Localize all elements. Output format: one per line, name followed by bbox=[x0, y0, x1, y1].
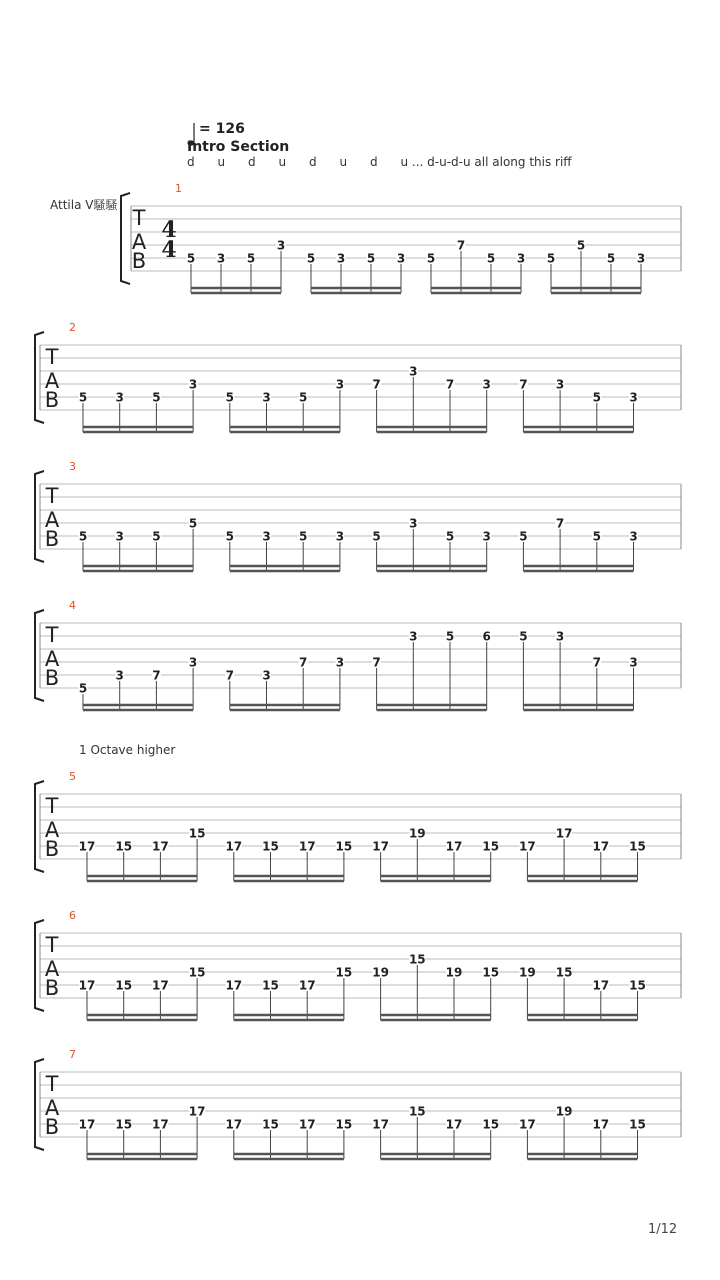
fret-number: 15 bbox=[555, 965, 573, 980]
measure-number: 1 bbox=[175, 182, 182, 195]
fret-number: 17 bbox=[225, 978, 243, 993]
fret-number: 5 bbox=[576, 238, 586, 253]
fret-number: 3 bbox=[188, 377, 198, 392]
fret-number: 5 bbox=[186, 251, 196, 266]
fret-number: 3 bbox=[629, 655, 638, 670]
fret-number: 3 bbox=[335, 377, 345, 392]
fret-number: 7 bbox=[456, 238, 466, 253]
fret-number: 3 bbox=[482, 377, 491, 392]
fret-number: 7 bbox=[225, 668, 234, 683]
time-signature-top: 4 bbox=[161, 217, 177, 243]
fret-number: 6 bbox=[482, 629, 491, 644]
fret-number: 15 bbox=[262, 978, 279, 993]
fret-number: 3 bbox=[115, 390, 124, 405]
fret-number: 5 bbox=[299, 390, 308, 405]
tab-clef-letter: B bbox=[44, 388, 60, 412]
fret-number: 5 bbox=[306, 251, 316, 266]
fret-number: 5 bbox=[366, 251, 376, 266]
measure-number: 5 bbox=[69, 770, 76, 783]
fret-number: 15 bbox=[262, 839, 279, 854]
fret-number: 5 bbox=[246, 251, 256, 266]
fret-number: 3 bbox=[409, 629, 418, 644]
system-bracket bbox=[121, 193, 130, 284]
fret-number: 17 bbox=[445, 1117, 463, 1132]
tab-system bbox=[35, 599, 681, 710]
tab-clef-letter: B bbox=[44, 837, 60, 861]
tempo-marking: = 126 bbox=[199, 121, 245, 137]
fret-number: 17 bbox=[152, 978, 169, 993]
section-title: Intro Section bbox=[187, 139, 290, 155]
fret-number: 17 bbox=[298, 839, 316, 854]
fret-number: 7 bbox=[372, 377, 381, 392]
page-number: 1/12 bbox=[648, 1222, 678, 1237]
tab-system bbox=[35, 909, 681, 1020]
fret-number: 15 bbox=[335, 1117, 353, 1132]
fret-number: 15 bbox=[482, 839, 500, 854]
fret-number: 5 bbox=[426, 251, 436, 266]
fret-number: 3 bbox=[115, 529, 124, 544]
fret-number: 5 bbox=[152, 390, 161, 405]
fret-number: 3 bbox=[262, 668, 271, 683]
fret-number: 5 bbox=[225, 390, 234, 405]
fret-number: 3 bbox=[262, 390, 271, 405]
tab-clef-letter: B bbox=[44, 976, 60, 1000]
fret-number: 3 bbox=[335, 529, 345, 544]
fret-number: 17 bbox=[152, 839, 169, 854]
tab-clef-letter: A bbox=[44, 508, 60, 532]
tab-clef-letter: B bbox=[44, 527, 60, 551]
fret-number: 5 bbox=[225, 529, 234, 544]
tab-clef-letter: A bbox=[44, 1096, 60, 1120]
fret-number: 15 bbox=[115, 839, 133, 854]
tab-clef-letter: T bbox=[132, 206, 146, 230]
fret-number: 7 bbox=[152, 668, 161, 683]
fret-number: 19 bbox=[372, 965, 389, 980]
fret-number: 17 bbox=[519, 1117, 536, 1132]
fret-number: 5 bbox=[78, 390, 88, 405]
tab-clef-letter: A bbox=[44, 369, 60, 393]
fret-number: 15 bbox=[188, 965, 206, 980]
fret-number: 17 bbox=[78, 839, 96, 854]
fret-number: 5 bbox=[78, 681, 88, 696]
fret-number: 19 bbox=[555, 1104, 573, 1119]
tab-system bbox=[121, 182, 681, 293]
tab-system bbox=[35, 770, 681, 881]
fret-number: 3 bbox=[516, 251, 526, 266]
fret-number: 17 bbox=[225, 839, 243, 854]
fret-number: 15 bbox=[482, 965, 500, 980]
tab-system bbox=[35, 1048, 681, 1159]
fret-number: 3 bbox=[276, 238, 286, 253]
fret-number: 17 bbox=[298, 1117, 316, 1132]
fret-number: 15 bbox=[408, 952, 426, 967]
fret-number: 3 bbox=[262, 529, 271, 544]
fret-number: 17 bbox=[78, 1117, 96, 1132]
fret-number: 5 bbox=[486, 251, 496, 266]
fret-number: 17 bbox=[372, 1117, 389, 1132]
tab-clef-letter: B bbox=[44, 666, 60, 690]
fret-number: 15 bbox=[629, 839, 646, 854]
fret-number: 5 bbox=[372, 529, 381, 544]
fret-number: 3 bbox=[409, 516, 418, 531]
tab-clef-letter: A bbox=[44, 818, 60, 842]
fret-number: 3 bbox=[188, 655, 198, 670]
instrument-name: Attila V騷騷 bbox=[50, 198, 118, 212]
fret-number: 7 bbox=[445, 377, 455, 392]
fret-number: 5 bbox=[519, 629, 528, 644]
tab-clef-letter: A bbox=[44, 957, 60, 981]
fret-number: 7 bbox=[372, 655, 381, 670]
fret-number: 15 bbox=[629, 1117, 646, 1132]
fret-number: 17 bbox=[298, 978, 316, 993]
fret-number: 17 bbox=[555, 826, 573, 841]
fret-number: 3 bbox=[115, 668, 124, 683]
fret-number: 7 bbox=[555, 516, 565, 531]
tab-clef-letter: T bbox=[45, 933, 59, 957]
measure-number: 3 bbox=[69, 460, 76, 473]
fret-number: 15 bbox=[115, 1117, 133, 1132]
fret-number: 19 bbox=[445, 965, 463, 980]
fret-number: 17 bbox=[445, 839, 463, 854]
fret-number: 5 bbox=[445, 529, 455, 544]
fret-number: 3 bbox=[336, 251, 346, 266]
fret-number: 5 bbox=[152, 529, 161, 544]
fret-number: 15 bbox=[188, 826, 206, 841]
fret-number: 15 bbox=[335, 965, 353, 980]
fret-number: 17 bbox=[592, 839, 610, 854]
fret-number: 17 bbox=[152, 1117, 169, 1132]
fret-number: 17 bbox=[519, 839, 536, 854]
strum-pattern: d u d u d u d u ... d-u-d-u all along this riff bbox=[187, 155, 572, 169]
fret-number: 5 bbox=[592, 390, 601, 405]
fret-number: 3 bbox=[216, 251, 226, 266]
tab-clef-letter: T bbox=[45, 484, 59, 508]
fret-number: 5 bbox=[519, 529, 528, 544]
fret-number: 15 bbox=[115, 978, 133, 993]
measure-number: 7 bbox=[69, 1048, 76, 1061]
fret-number: 7 bbox=[299, 655, 308, 670]
fret-number: 3 bbox=[555, 377, 565, 392]
tab-system bbox=[35, 321, 681, 432]
fret-number: 19 bbox=[408, 826, 426, 841]
measure-number: 2 bbox=[69, 321, 76, 334]
fret-number: 3 bbox=[555, 629, 565, 644]
fret-number: 15 bbox=[262, 1117, 279, 1132]
octave-annotation: 1 Octave higher bbox=[79, 743, 176, 757]
fret-number: 3 bbox=[482, 529, 491, 544]
fret-number: 17 bbox=[592, 978, 610, 993]
fret-number: 15 bbox=[629, 978, 646, 993]
measure-number: 4 bbox=[69, 599, 76, 612]
fret-number: 5 bbox=[606, 251, 616, 266]
fret-number: 5 bbox=[592, 529, 601, 544]
fret-number: 3 bbox=[629, 529, 638, 544]
fret-number: 7 bbox=[519, 377, 528, 392]
tab-clef-letter: T bbox=[45, 1072, 59, 1096]
tab-clef-letter: T bbox=[45, 345, 59, 369]
tab-clef-letter: B bbox=[131, 249, 147, 273]
fret-number: 3 bbox=[409, 364, 418, 379]
fret-number: 5 bbox=[445, 629, 455, 644]
fret-number: 15 bbox=[335, 839, 353, 854]
fret-number: 5 bbox=[78, 529, 88, 544]
fret-number: 15 bbox=[482, 1117, 500, 1132]
fret-number: 17 bbox=[372, 839, 389, 854]
fret-number: 3 bbox=[335, 655, 345, 670]
fret-number: 5 bbox=[188, 516, 198, 531]
tab-clef-letter: A bbox=[44, 647, 60, 671]
fret-number: 5 bbox=[299, 529, 308, 544]
tab-clef-letter: A bbox=[131, 230, 147, 254]
fret-number: 17 bbox=[78, 978, 96, 993]
fret-number: 3 bbox=[636, 251, 646, 266]
fret-number: 7 bbox=[592, 655, 601, 670]
tab-clef-letter: T bbox=[45, 623, 59, 647]
fret-number: 17 bbox=[592, 1117, 610, 1132]
tab-system bbox=[35, 460, 681, 571]
fret-number: 3 bbox=[396, 251, 406, 266]
fret-number: 3 bbox=[629, 390, 638, 405]
fret-number: 15 bbox=[408, 1104, 426, 1119]
fret-number: 19 bbox=[519, 965, 536, 980]
measure-number: 6 bbox=[69, 909, 76, 922]
fret-number: 17 bbox=[225, 1117, 243, 1132]
tab-clef-letter: B bbox=[44, 1115, 60, 1139]
fret-number: 17 bbox=[188, 1104, 206, 1119]
fret-number: 5 bbox=[546, 251, 556, 266]
time-signature-bottom: 4 bbox=[161, 237, 177, 263]
tab-clef-letter: T bbox=[45, 794, 59, 818]
